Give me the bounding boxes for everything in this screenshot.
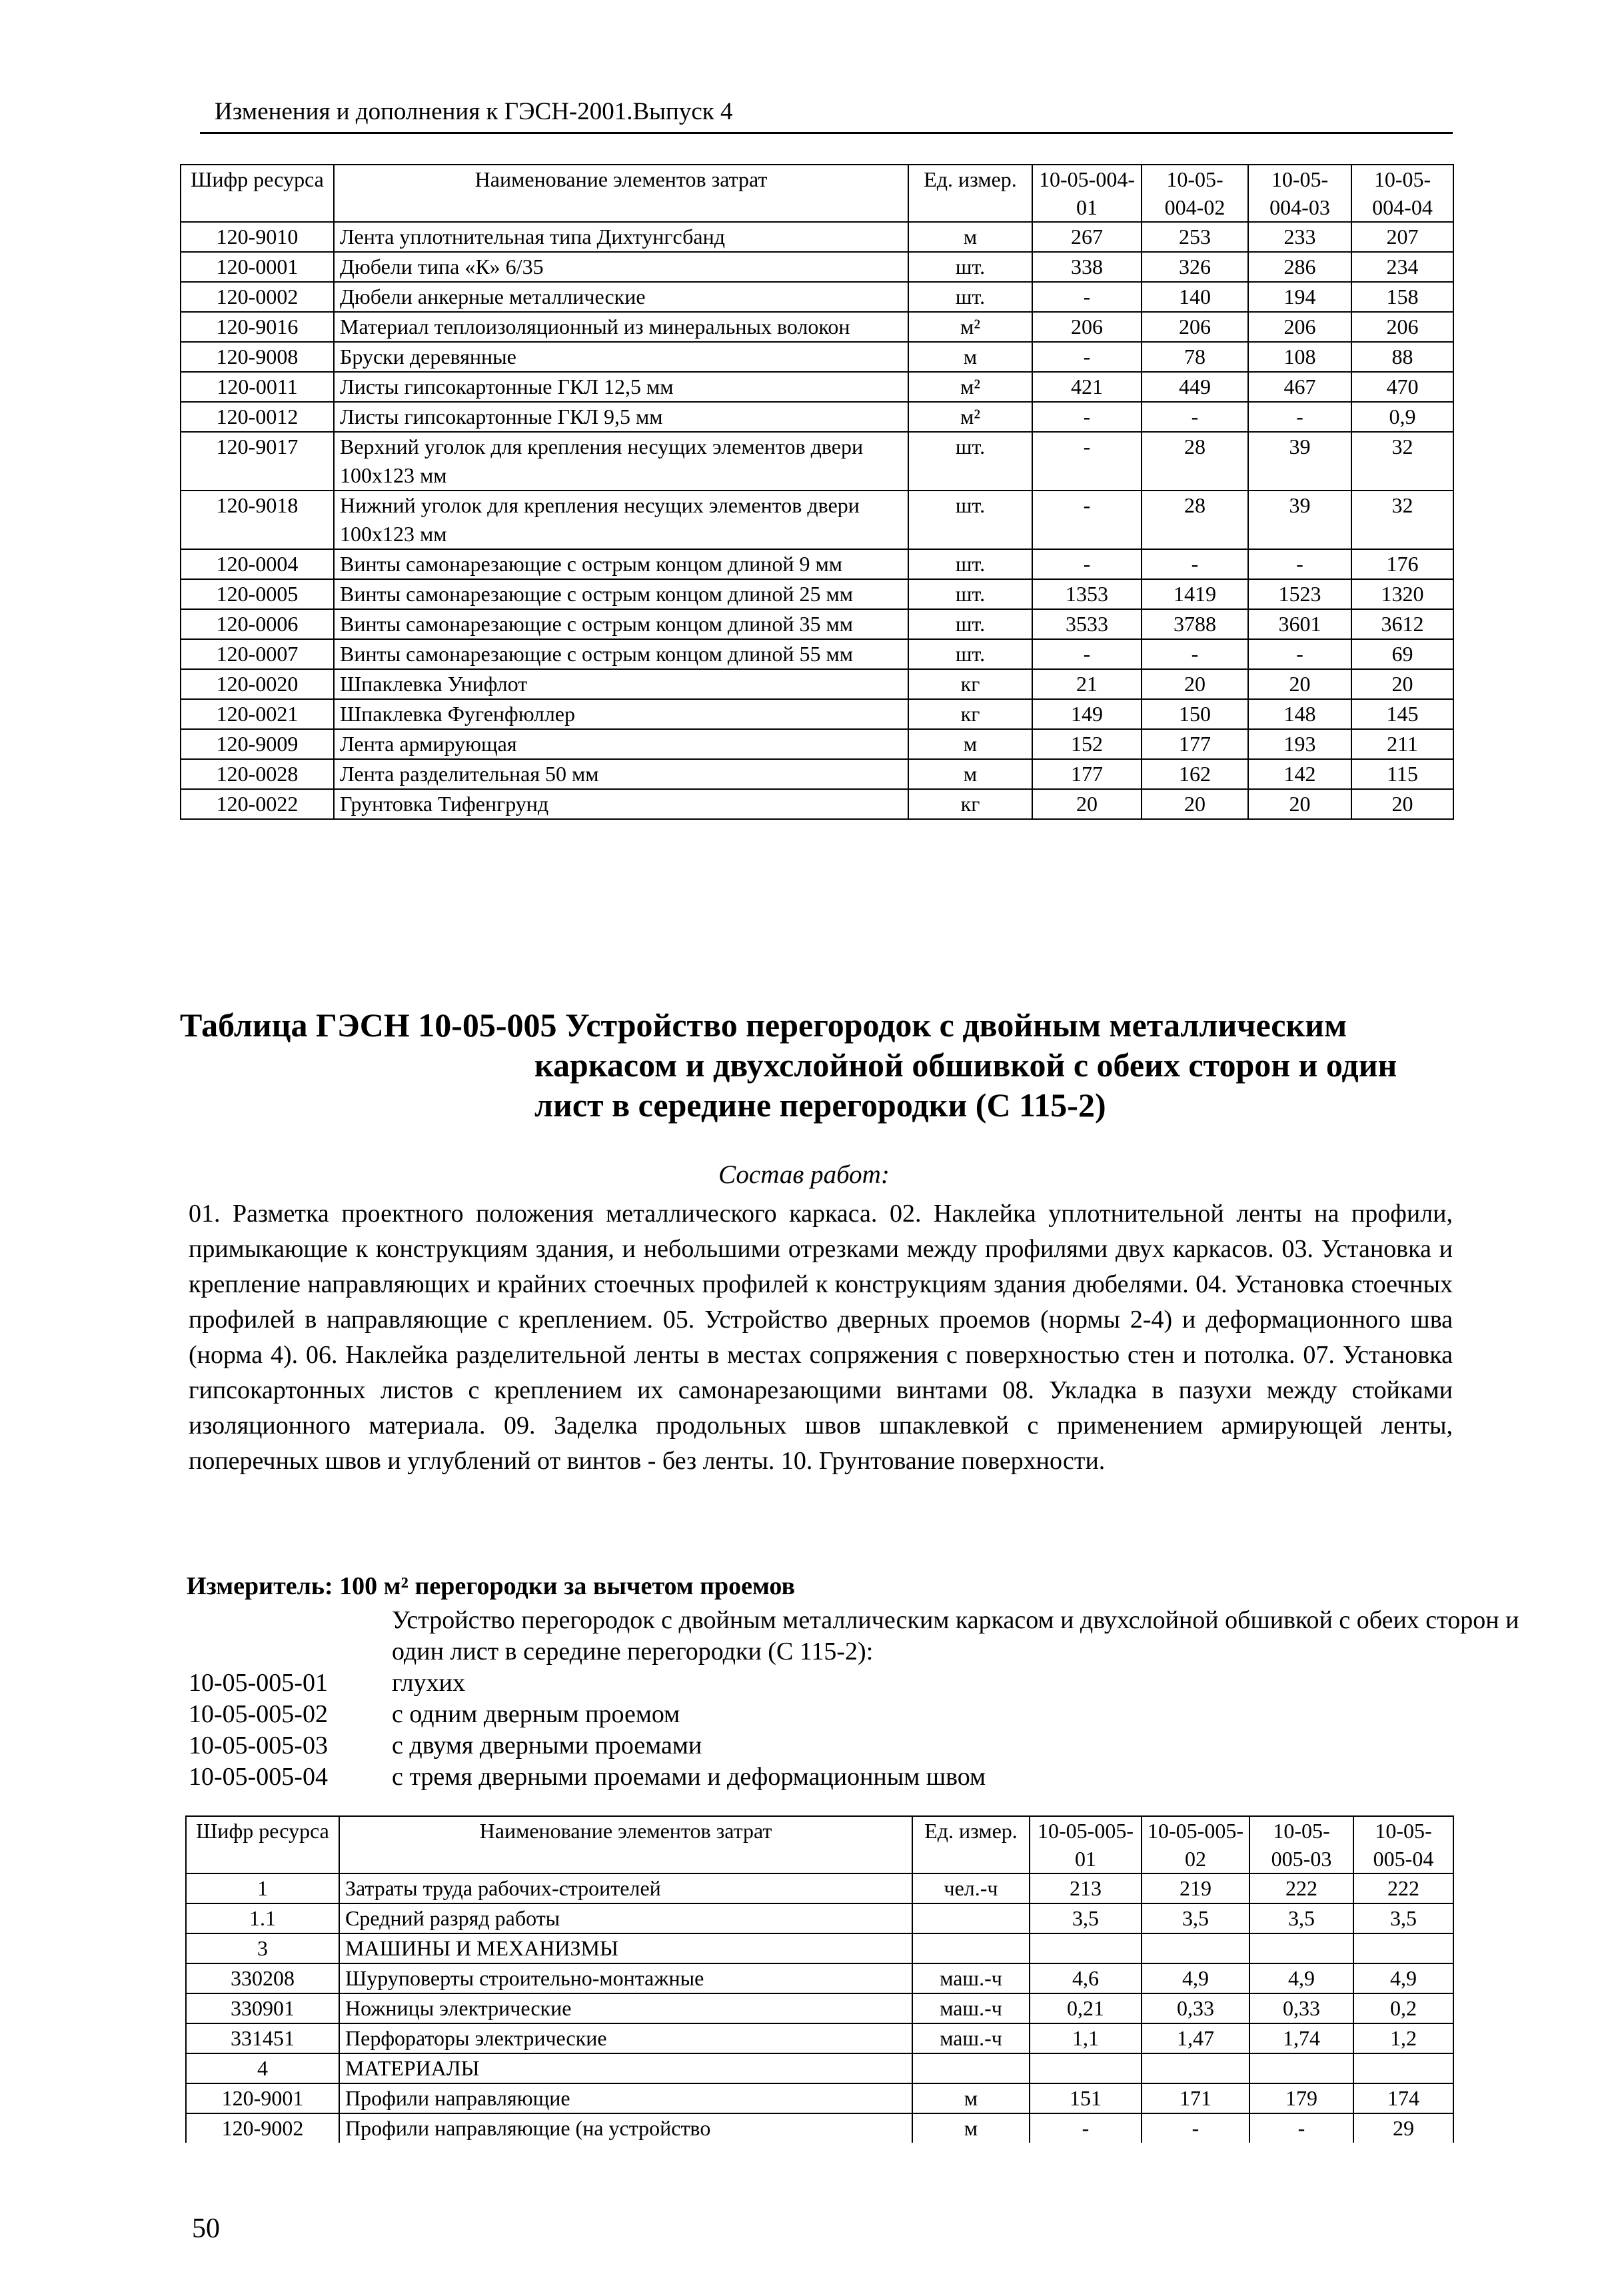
header-name: Наименование элементов затрат [339,1816,912,1873]
table-row [181,222,1453,252]
value-col-2: 3788 [1142,609,1248,639]
resource-name: Дюбели анкерные металлические [334,282,908,312]
resource-name: МАТЕРИАЛЫ [339,2053,912,2083]
value-col-3: 108 [1248,342,1351,372]
resource-code: 120-0022 [181,789,334,819]
value-col-1: 1353 [1032,579,1142,609]
value-col-2: - [1142,549,1248,579]
resource-name: МАШИНЫ И МЕХАНИЗМЫ [339,1933,912,1963]
table-title-line-1: Таблица ГЭСН 10-05-005 Устройство перегородок с двойным металлическим [180,1006,1347,1044]
value-col-2 [1142,1933,1249,1963]
resource-name: Винты самонарезающие с острым концом длиной 9 мм [334,549,908,579]
value-col-3 [1249,2053,1353,2083]
value-col-1: 151 [1030,2083,1142,2113]
value-col-4: 211 [1351,729,1453,759]
resource-code: 120-0006 [181,609,334,639]
resource-name: Шуруповерты строительно-монтажные [339,1963,912,1993]
table-row [186,1933,1453,1963]
resource-table-004 [180,164,1454,820]
value-col-2: 253 [1142,222,1248,252]
value-col-2: 140 [1142,282,1248,312]
value-col-1: 3533 [1032,609,1142,639]
unit: шт. [908,549,1032,579]
value-col-1: - [1032,402,1142,432]
resource-name: Затраты труда рабочих-строителей [339,1873,912,1903]
value-col-3: 233 [1248,222,1351,252]
table-row [186,1993,1453,2023]
resource-name: Нижний уголок для крепления несущих элементов двери 100х123 мм [334,491,908,549]
value-col-1: 21 [1032,669,1142,699]
measure-item [189,1699,1525,1730]
resource-code: 120-9002 [186,2113,339,2143]
value-col-4: 158 [1351,282,1453,312]
value-col-4: 234 [1351,252,1453,282]
resource-name: Бруски деревянные [334,342,908,372]
value-col-3: 286 [1248,252,1351,282]
table-title-line-2: каркасом и двухслойной обшивкой с обеих сторон и один [534,1046,1397,1084]
resource-code: 120-0011 [181,372,334,402]
value-col-4: 145 [1351,699,1453,729]
value-col-3: 193 [1248,729,1351,759]
table-row [181,759,1453,789]
table-row [186,2113,1453,2143]
resource-name: Верхний уголок для крепления несущих элементов двери 100х123 мм [334,432,908,491]
unit: шт. [908,282,1032,312]
value-col-4: 0,2 [1353,1993,1453,2023]
value-col-3: 3601 [1248,609,1351,639]
resource-code: 1.1 [186,1903,339,1933]
value-col-2: 20 [1142,789,1248,819]
table-row [186,2053,1453,2083]
table-row [181,432,1453,491]
value-col-3: 179 [1249,2083,1353,2113]
table-header-row [186,1816,1453,1873]
value-col-1: 3,5 [1030,1903,1142,1933]
value-col-4: 207 [1351,222,1453,252]
value-col-1: 149 [1032,699,1142,729]
table-row [186,2023,1453,2053]
measure-item-text: с двумя дверными проемами [392,1731,702,1759]
unit: м² [908,402,1032,432]
value-col-2: 206 [1142,312,1248,342]
work-composition-heading: Состав работ: [718,1160,890,1189]
value-col-1 [1030,1933,1142,1963]
value-col-3: - [1249,2113,1353,2143]
unit: шт. [908,252,1032,282]
value-col-1: - [1032,342,1142,372]
resource-name: Материал теплоизоляционный из минеральных волокон [334,312,908,342]
work-composition-text: 01. Разметка проектного положения металлического каркаса. 02. Наклейка уплотнительной ленты на профили, примыкающие к конструкциям здания, и небольшими отрезками между профилями двух каркасов. 03. Установка и крепление направляющих и крайних стоечных профилей к конструкциям здания дюбелями. 04. Установка стоечных профилей в направляющие с креплением. 05. Устройство дверных проемов (нормы 2-4) и деформационного шва (норма 4). 06. Наклейка разделительной ленты в местах сопряжения с поверхностью стен и потолка. 07. Установка гипсокартонных листов с креплением их самонарезающими винтами 08. Укладка в пазухи между стойками изоляционного материала. 09. Заделка продольных швов шпаклевкой с применением армирующей ленты, поперечных швов и углублений от винтов - без ленты. 10. Грунтование поверхности. [189,1200,1453,1475]
table-row [181,491,1453,549]
table-row [181,729,1453,759]
resource-code: 120-9017 [181,432,334,491]
header-col-1: 10-05-005-01 [1030,1816,1142,1873]
value-col-2: 20 [1142,669,1248,699]
value-col-3: 20 [1248,789,1351,819]
value-col-2: 28 [1142,432,1248,491]
value-col-1: 152 [1032,729,1142,759]
value-col-1: - [1032,282,1142,312]
value-col-3: 148 [1248,699,1351,729]
measure-item [189,1761,1525,1793]
table-row [181,402,1453,432]
resource-name: Профили направляющие (на устройство [339,2113,912,2143]
unit: шт. [908,609,1032,639]
measure-intro-row [189,1605,1525,1668]
value-col-3: 1523 [1248,579,1351,609]
unit: м² [908,372,1032,402]
value-col-1: - [1032,639,1142,669]
value-col-1: - [1032,491,1142,549]
unit: шт. [908,432,1032,491]
value-col-1: 177 [1032,759,1142,789]
resource-code: 330901 [186,1993,339,2023]
unit: м [908,729,1032,759]
value-col-2 [1142,2053,1249,2083]
unit: кг [908,789,1032,819]
header-col-3: 10-05-005-03 [1249,1816,1353,1873]
value-col-4: 0,9 [1351,402,1453,432]
measure-item-code: 10-05-005-02 [189,1700,328,1728]
resource-code: 120-9016 [181,312,334,342]
value-col-2: - [1142,402,1248,432]
table-row [181,639,1453,669]
value-col-3: 194 [1248,282,1351,312]
value-col-3: 222 [1249,1873,1353,1903]
unit: маш.-ч [912,1963,1030,1993]
table-row [181,609,1453,639]
resource-code: 3 [186,1933,339,1963]
unit: шт. [908,491,1032,549]
resource-code: 120-0007 [181,639,334,669]
resource-name: Средний разряд работы [339,1903,912,1933]
table-row [181,669,1453,699]
value-col-4: 1,2 [1353,2023,1453,2053]
header-col-4: 10-05-004-04 [1351,165,1453,222]
value-col-4: 222 [1353,1873,1453,1903]
table-row [181,342,1453,372]
value-col-4: 4,9 [1353,1963,1453,1993]
unit [912,1903,1030,1933]
header-unit: Ед. измер. [908,165,1032,222]
value-col-4: 32 [1351,432,1453,491]
value-col-4: 1320 [1351,579,1453,609]
unit: м² [908,312,1032,342]
value-col-1: - [1032,432,1142,491]
resource-code: 4 [186,2053,339,2083]
measure-item [189,1668,1525,1699]
measure-item-code: 10-05-005-04 [189,1763,328,1791]
unit: шт. [908,579,1032,609]
value-col-4 [1353,1933,1453,1963]
resource-code: 120-0004 [181,549,334,579]
resource-code: 331451 [186,2023,339,2053]
value-col-2: 1419 [1142,579,1248,609]
header-col-1: 10-05-004-01 [1032,165,1142,222]
measure-item-code: 10-05-005-01 [189,1669,328,1697]
resource-name: Шпаклевка Фугенфюллер [334,699,908,729]
value-col-2: 177 [1142,729,1248,759]
measure-item [189,1730,1525,1761]
measure-intro: Устройство перегородок с двойным металлическим каркасом и двухслойной обшивкой с обеих сторон и один лист в середине перегородки (С 115-2): [392,1606,1519,1666]
table-row [186,1963,1453,1993]
resource-code: 120-0021 [181,699,334,729]
value-col-4: 3612 [1351,609,1453,639]
measure-item-text: с тремя дверными проемами и деформационным швом [392,1763,986,1791]
resource-name: Лента разделительная 50 мм [334,759,908,789]
value-col-1: 1,1 [1030,2023,1142,2053]
header-name: Наименование элементов затрат [334,165,908,222]
resource-code: 120-0001 [181,252,334,282]
table-row [181,699,1453,729]
resource-table-005 [185,1815,1454,2143]
value-col-2: 78 [1142,342,1248,372]
value-col-4 [1353,2053,1453,2083]
value-col-2: 28 [1142,491,1248,549]
value-col-2: 3,5 [1142,1903,1249,1933]
value-col-3 [1249,1933,1353,1963]
value-col-1: 267 [1032,222,1142,252]
value-col-4: 3,5 [1353,1903,1453,1933]
value-col-1: 206 [1032,312,1142,342]
value-col-1: - [1030,2113,1142,2143]
table-row [181,282,1453,312]
unit: кг [908,669,1032,699]
table-row [186,1903,1453,1933]
resource-code: 120-0002 [181,282,334,312]
measure-item-code: 10-05-005-03 [189,1731,328,1759]
resource-code: 1 [186,1873,339,1903]
unit: м [912,2113,1030,2143]
unit: м [912,2083,1030,2113]
page-number: 50 [192,2213,220,2244]
value-col-1: - [1032,549,1142,579]
measure-list [189,1605,1525,1793]
resource-code: 120-0028 [181,759,334,789]
value-col-3: - [1248,639,1351,669]
resource-code: 120-9018 [181,491,334,549]
table-row [181,312,1453,342]
resource-name: Дюбели типа «К» 6/35 [334,252,908,282]
unit: м [908,759,1032,789]
value-col-3: 39 [1248,491,1351,549]
value-col-2: 449 [1142,372,1248,402]
measure-unit: Измеритель: 100 м² перегородки за вычетом проемов [187,1572,796,1600]
resource-name: Ножницы электрические [339,1993,912,2023]
value-col-3: 3,5 [1249,1903,1353,1933]
value-col-2: 326 [1142,252,1248,282]
value-col-3: 467 [1248,372,1351,402]
resource-code: 120-9001 [186,2083,339,2113]
value-col-3: 206 [1248,312,1351,342]
resource-name: Винты самонарезающие с острым концом длиной 25 мм [334,579,908,609]
resource-code: 120-9010 [181,222,334,252]
value-col-1: 20 [1032,789,1142,819]
value-col-3: - [1248,549,1351,579]
value-col-4: 32 [1351,491,1453,549]
value-col-3: 0,33 [1249,1993,1353,2023]
running-header: Изменения и дополнения к ГЭСН-2001.Выпуск 4 [215,98,733,125]
header-code: Шифр ресурса [186,1816,339,1873]
resource-name: Листы гипсокартонные ГКЛ 9,5 мм [334,402,908,432]
value-col-2: 1,47 [1142,2023,1249,2053]
unit: м [908,342,1032,372]
value-col-1: 213 [1030,1873,1142,1903]
value-col-3: 4,9 [1249,1963,1353,1993]
header-col-2: 10-05-005-02 [1142,1816,1249,1873]
table-header-row [181,165,1453,222]
resource-code: 120-9008 [181,342,334,372]
resource-name: Винты самонарезающие с острым концом длиной 35 мм [334,609,908,639]
value-col-4: 20 [1351,669,1453,699]
unit [912,1933,1030,1963]
resource-name: Винты самонарезающие с острым концом длиной 55 мм [334,639,908,669]
table-row [181,252,1453,282]
header-col-3: 10-05-004-03 [1248,165,1351,222]
resource-name: Шпаклевка Унифлот [334,669,908,699]
header-rule [200,132,1453,134]
value-col-2: 171 [1142,2083,1249,2113]
resource-name: Листы гипсокартонные ГКЛ 12,5 мм [334,372,908,402]
resource-name: Лента армирующая [334,729,908,759]
resource-code: 330208 [186,1963,339,1993]
value-col-4: 29 [1353,2113,1453,2143]
value-col-1 [1030,2053,1142,2083]
table-row [181,579,1453,609]
measure-item-text: с одним дверным проемом [392,1700,680,1728]
unit [912,2053,1030,2083]
resource-code: 120-9009 [181,729,334,759]
table-title-line-3: лист в середине перегородки (С 115-2) [534,1086,1106,1124]
table-row [181,549,1453,579]
value-col-2: 0,33 [1142,1993,1249,2023]
resource-name: Лента уплотнительная типа Дихтунгсбанд [334,222,908,252]
table-row [186,2083,1453,2113]
table-row [186,1873,1453,1903]
value-col-2: 162 [1142,759,1248,789]
value-col-3: 1,74 [1249,2023,1353,2053]
resource-name: Грунтовка Тифенгрунд [334,789,908,819]
value-col-2: 4,9 [1142,1963,1249,1993]
value-col-4: 115 [1351,759,1453,789]
value-col-2: 150 [1142,699,1248,729]
table-row [181,372,1453,402]
resource-code: 120-0020 [181,669,334,699]
unit: маш.-ч [912,1993,1030,2023]
value-col-1: 4,6 [1030,1963,1142,1993]
value-col-4: 88 [1351,342,1453,372]
table-row [181,789,1453,819]
resource-code: 120-0012 [181,402,334,432]
value-col-2: - [1142,639,1248,669]
value-col-1: 421 [1032,372,1142,402]
resource-name: Перфораторы электрические [339,2023,912,2053]
value-col-3: 142 [1248,759,1351,789]
unit: кг [908,699,1032,729]
value-col-4: 206 [1351,312,1453,342]
unit: шт. [908,639,1032,669]
header-code: Шифр ресурса [181,165,334,222]
table-title [180,1005,1446,1125]
header-col-2: 10-05-004-02 [1142,165,1248,222]
resource-name: Профили направляющие [339,2083,912,2113]
header-unit: Ед. измер. [912,1816,1030,1873]
value-col-4: 470 [1351,372,1453,402]
value-col-3: - [1248,402,1351,432]
value-col-4: 176 [1351,549,1453,579]
value-col-3: 20 [1248,669,1351,699]
value-col-2: - [1142,2113,1249,2143]
resource-code: 120-0005 [181,579,334,609]
header-col-4: 10-05-005-04 [1353,1816,1453,1873]
unit: чел.-ч [912,1873,1030,1903]
value-col-4: 69 [1351,639,1453,669]
unit: м [908,222,1032,252]
value-col-2: 219 [1142,1873,1249,1903]
value-col-4: 20 [1351,789,1453,819]
unit: маш.-ч [912,2023,1030,2053]
value-col-4: 174 [1353,2083,1453,2113]
value-col-1: 338 [1032,252,1142,282]
value-col-1: 0,21 [1030,1993,1142,2023]
value-col-3: 39 [1248,432,1351,491]
measure-item-text: глухих [392,1669,465,1697]
